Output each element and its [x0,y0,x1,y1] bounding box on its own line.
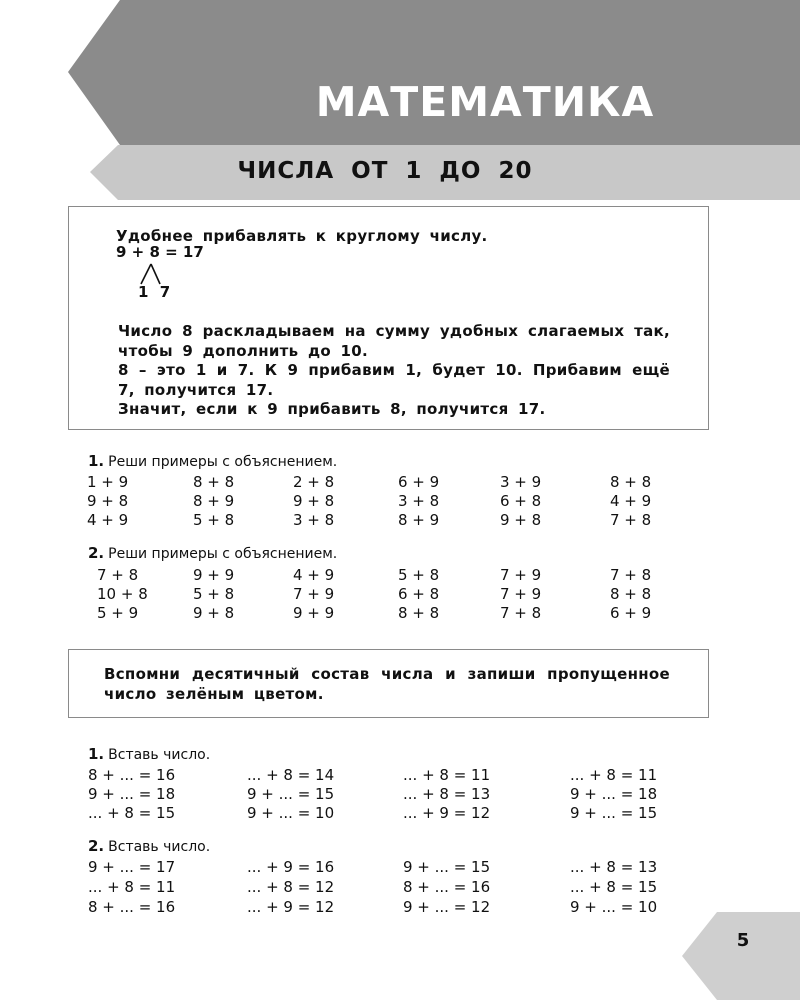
math-example: 7 + 9 [293,585,335,603]
math-example: 7 + 8 [610,566,652,584]
math-example: 8 + 9 [398,511,440,529]
rule-explanation-1: Число 8 раскладываем на сумму удобных слагаемых так, чтобы 9 дополнить до 10. [118,322,670,360]
math-example: 10 + 8 [97,585,148,603]
page-number: 5 [736,930,750,951]
math-example: 2 + 8 [293,473,335,491]
math-example: 4 + 9 [610,492,652,510]
math-example: 9 + 8 [193,604,235,622]
exercise-2-header [88,544,337,562]
math-example: 9 + 9 [293,604,335,622]
math-example: 6 + 9 [398,473,440,491]
rule-example: 9 + 8 = 17 [116,243,204,261]
math-example: 7 + 8 [610,511,652,529]
rule-intro: Удобнее прибавлять к круглому числу. [116,227,488,245]
math-example: 9 + ... = 17 [88,858,176,876]
math-example: 9 + 8 [87,492,129,510]
math-example: ... + 8 = 15 [88,804,176,822]
math-example: 8 + ... = 16 [88,766,176,784]
exercise-number: 2. [88,544,105,562]
exercise-instruction: Вставь число. [108,747,211,763]
math-example: 8 + ... = 16 [88,898,176,916]
math-example: 8 + 8 [610,473,652,491]
exercise-number: 2. [88,837,105,855]
math-example: 9 + 8 [293,492,335,510]
math-example: ... + 9 = 12 [247,898,335,916]
math-example: 7 + 8 [500,604,542,622]
math-example: 7 + 9 [500,585,542,603]
math-example: ... + 8 = 11 [403,766,491,784]
math-example: 9 + ... = 12 [403,898,491,916]
math-example: ... + 8 = 12 [247,878,335,896]
math-example: 7 + 9 [500,566,542,584]
exercise-1-header [88,452,337,470]
exercise-number: 1. [88,452,105,470]
math-example: ... + 8 = 14 [247,766,335,784]
math-example: 3 + 8 [398,492,440,510]
exercise-instruction: Вставь число. [108,839,211,855]
math-example: 7 + 8 [97,566,139,584]
math-example: 9 + ... = 10 [247,804,335,822]
math-example: 9 + ... = 15 [403,858,491,876]
math-example: 6 + 8 [398,585,440,603]
math-example: 9 + 8 [500,511,542,529]
math-example: 9 + ... = 18 [570,785,658,803]
math-example: ... + 8 = 11 [570,766,658,784]
math-example: 5 + 8 [398,566,440,584]
tip-text: Вспомни десятичный состав числа и запиши пропущенное число зелёным цветом. [104,665,670,703]
rule-explanation-3: Значит, если к 9 прибавить 8, получится 17. [118,400,546,418]
math-example: 5 + 8 [193,511,235,529]
math-example: 5 + 9 [97,604,139,622]
math-example: 3 + 9 [500,473,542,491]
math-example: 8 + 8 [610,585,652,603]
page-title: МАТЕМАТИКА [315,78,655,126]
rule-explanation-2: 8 – это 1 и 7. К 9 прибавим 1, будет 10. Прибавим ещё 7, получится 17. [118,361,670,399]
math-example: 8 + ... = 16 [403,878,491,896]
section-subtitle: ЧИСЛА ОТ 1 ДО 20 [237,158,533,184]
math-example: 9 + ... = 15 [570,804,658,822]
math-example: 4 + 9 [87,511,129,529]
math-example: 9 + 9 [193,566,235,584]
rule-split-parts: 1 7 [138,283,171,301]
exercise-instruction: Реши примеры с объяснением. [108,546,338,562]
exercise-number: 1. [88,745,105,763]
page-number-tab [682,912,800,1000]
math-example: ... + 9 = 16 [247,858,335,876]
math-example: 9 + ... = 15 [247,785,335,803]
math-example: 4 + 9 [293,566,335,584]
exercise-3-header [88,745,210,763]
math-example: ... + 9 = 12 [403,804,491,822]
math-example: 6 + 9 [610,604,652,622]
math-example: 8 + 9 [193,492,235,510]
math-example: 8 + 8 [193,473,235,491]
math-example: 1 + 9 [87,473,129,491]
math-example: 3 + 8 [293,511,335,529]
exercise-4-header [88,837,210,855]
math-example: 8 + 8 [398,604,440,622]
math-example: 6 + 8 [500,492,542,510]
math-example: ... + 8 = 13 [570,858,658,876]
math-example: 9 + ... = 18 [88,785,176,803]
math-example: 5 + 8 [193,585,235,603]
math-example: ... + 8 = 15 [570,878,658,896]
math-example: ... + 8 = 11 [88,878,176,896]
exercise-instruction: Реши примеры с объяснением. [108,454,338,470]
math-example: ... + 8 = 13 [403,785,491,803]
math-example: 9 + ... = 10 [570,898,658,916]
